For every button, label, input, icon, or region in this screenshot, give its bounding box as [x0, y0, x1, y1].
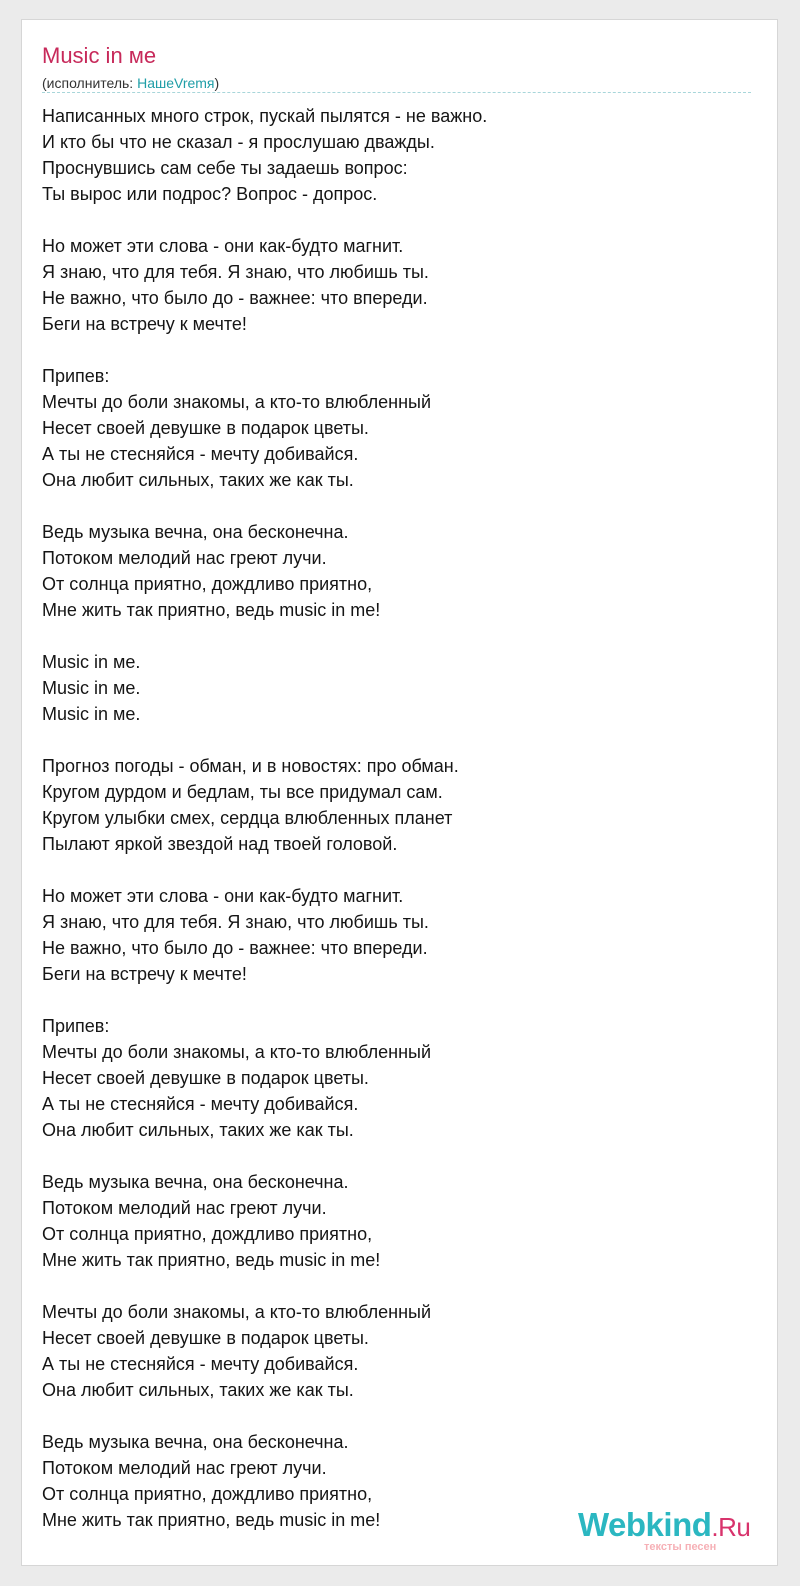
lyrics-line: Но может эти слова - они как-будто магнит. — [42, 886, 404, 906]
lyrics-line: Мечты до боли знакомы, а кто-то влюбленный — [42, 1042, 432, 1062]
lyrics-stanza — [42, 519, 742, 623]
lyrics-line: Я знаю, что для тебя. Я знаю, что любишь ты. — [42, 262, 429, 282]
lyrics-line: Но может эти слова - они как-будто магнит. — [42, 236, 404, 256]
lyrics-line: Мне жить так приятно, ведь music in me! — [42, 1510, 381, 1530]
lyrics-line: Она любит сильных, таких же как ты. — [42, 470, 354, 490]
watermark-tagline: тексты песен — [644, 1541, 717, 1553]
lyrics-line: Написанных много строк, пускай пылятся - не важно. — [42, 106, 488, 126]
lyrics-stanza — [42, 1169, 742, 1273]
lyrics-line: Мечты до боли знакомы, а кто-то влюбленный — [42, 1302, 432, 1322]
lyrics-stanza — [42, 883, 742, 987]
lyrics-stanza — [42, 1299, 742, 1403]
lyrics-line: Я знаю, что для тебя. Я знаю, что любишь ты. — [42, 912, 429, 932]
lyrics-line: Потоком мелодий нас греют лучи. — [42, 1458, 327, 1478]
lyrics-stanza — [42, 649, 742, 727]
lyrics-line: Несет своей девушке в подарок цветы. — [42, 1068, 369, 1088]
lyrics-line: Не важно, что было до - важнее: что впереди. — [42, 288, 428, 308]
lyrics-line: Она любит сильных, таких же как ты. — [42, 1380, 354, 1400]
lyrics-line: Мечты до боли знакомы, а кто-то влюбленный — [42, 392, 432, 412]
lyrics-line: От солнца приятно, дождливо приятно, — [42, 574, 373, 594]
lyrics-line: Ведь музыка вечна, она бесконечна. — [42, 522, 349, 542]
lyrics-line: Кругом улыбки смех, сердца влюбленных планет — [42, 808, 453, 828]
lyrics-line: От солнца приятно, дождливо приятно, — [42, 1484, 373, 1504]
song-title: Music in ме — [42, 43, 157, 68]
lyrics-line: Music in ме. — [42, 678, 141, 698]
header-divider — [42, 92, 751, 93]
artist-link[interactable]: НашеVremя — [137, 75, 215, 91]
lyrics-stanza — [42, 753, 742, 857]
artist-suffix: ) — [214, 75, 220, 91]
lyrics-line: Потоком мелодий нас греют лучи. — [42, 548, 327, 568]
lyrics-line: А ты не стесняйся - мечту добивайся. — [42, 444, 359, 464]
lyrics-line: Беги на встречу к мечте! — [42, 314, 247, 334]
lyrics-line: Ведь музыка вечна, она бесконечна. — [42, 1432, 349, 1452]
lyrics-stanza — [42, 1013, 742, 1143]
lyrics-stanza — [42, 233, 742, 337]
lyrics-line: Мне жить так приятно, ведь music in me! — [42, 600, 381, 620]
lyrics-text — [42, 103, 742, 1559]
lyrics-line: Беги на встречу к мечте! — [42, 964, 247, 984]
lyrics-line: А ты не стесняйся - мечту добивайся. — [42, 1094, 359, 1114]
lyrics-card — [21, 19, 778, 1566]
lyrics-line: Мне жить так приятно, ведь music in me! — [42, 1250, 381, 1270]
lyrics-line: Не важно, что было до - важнее: что впереди. — [42, 938, 428, 958]
lyrics-line: Проснувшись сам себе ты задаешь вопрос: — [42, 158, 408, 178]
lyrics-line: Несет своей девушке в подарок цветы. — [42, 418, 369, 438]
lyrics-line: Припев: — [42, 1016, 110, 1036]
lyrics-line: Несет своей девушке в подарок цветы. — [42, 1328, 369, 1348]
lyrics-stanza — [42, 103, 742, 207]
lyrics-line: Ведь музыка вечна, она бесконечна. — [42, 1172, 349, 1192]
watermark-tld: .Ru — [711, 1512, 751, 1542]
lyrics-line: Ты вырос или подрос? Вопрос - допрос. — [42, 184, 378, 204]
webkind-logo — [578, 1506, 768, 1556]
lyrics-line: Пылают яркой звездой над твоей головой. — [42, 834, 398, 854]
watermark-brand: Webkind — [578, 1506, 712, 1543]
lyrics-line: Прогноз погоды - обман, и в новостях: про обман. — [42, 756, 459, 776]
artist-prefix: (исполнитель: — [42, 75, 138, 91]
lyrics-line: Кругом дурдом и бедлам, ты все придумал сам. — [42, 782, 443, 802]
lyrics-line: Она любит сильных, таких же как ты. — [42, 1120, 354, 1140]
artist-line — [42, 73, 219, 93]
lyrics-line: Music in ме. — [42, 652, 141, 672]
lyrics-line: Припев: — [42, 366, 110, 386]
lyrics-line: И кто бы что не сказал - я прослушаю дважды. — [42, 132, 435, 152]
lyrics-stanza — [42, 363, 742, 493]
lyrics-line: Music in ме. — [42, 704, 141, 724]
lyrics-line: А ты не стесняйся - мечту добивайся. — [42, 1354, 359, 1374]
lyrics-line: Потоком мелодий нас греют лучи. — [42, 1198, 327, 1218]
lyrics-line: От солнца приятно, дождливо приятно, — [42, 1224, 373, 1244]
